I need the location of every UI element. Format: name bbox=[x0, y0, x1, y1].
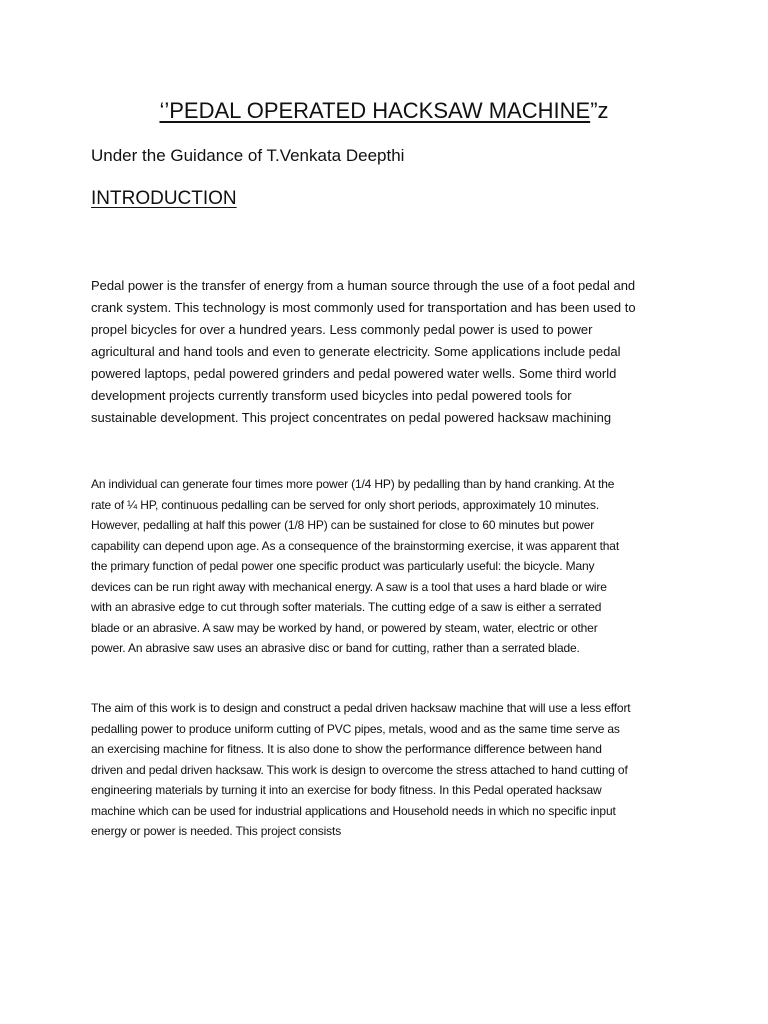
paragraph-line: machine which can be used for industrial applications and Household needs in which no specific input bbox=[91, 803, 616, 818]
paragraph-line: driven and pedal driven hacksaw. This work is design to overcome the stress attached to hand cutting of bbox=[91, 762, 628, 777]
paragraph-line: The aim of this work is to design and construct a pedal driven hacksaw machine that will use a less effort bbox=[91, 701, 631, 715]
paragraph-line: An individual can generate four times more power (1/4 HP) by pedalling than by hand cranking. At the bbox=[91, 477, 615, 491]
document-title-end: ”z bbox=[590, 98, 609, 123]
paragraph-line: propel bicycles for over a hundred years. Less commonly pedal power is used to power bbox=[91, 322, 593, 337]
paragraph-line: pedalling power to produce uniform cutting of PVC pipes, metals, wood and as the same time serve as bbox=[91, 721, 620, 736]
paragraph-line: with an abrasive edge to cut through softer materials. The cutting edge of a saw is either a serrated bbox=[91, 600, 602, 614]
document-title bbox=[0, 98, 768, 124]
paragraph-line: energy or power is needed. This project consists bbox=[91, 824, 342, 838]
paragraph-line: Pedal power is the transfer of energy from a human source through the use of a foot pedal and bbox=[91, 278, 636, 293]
section-heading-introduction: INTRODUCTION bbox=[91, 188, 237, 209]
paragraph-line: engineering materials by turning it into an exercise for body fitness. In this Pedal operated hacksaw bbox=[91, 783, 602, 797]
paragraph-line: blade or an abrasive. A saw may be worked by hand, or powered by steam, water, electric or other bbox=[91, 620, 598, 635]
paragraph-line: power. An abrasive saw uses an abrasive disc or band for cutting, rather than a serrated blade. bbox=[91, 641, 580, 655]
paragraph-line: rate of ¼ HP, continuous pedalling can be served for only short periods, approximately 10 minutes. bbox=[91, 497, 600, 512]
paragraph-1 bbox=[91, 275, 691, 429]
paragraph-3 bbox=[91, 698, 691, 842]
paragraph-line: crank system. This technology is most commonly used for transportation and has been used to bbox=[91, 300, 636, 315]
paragraph-line: capability can depend upon age. As a consequence of the brainstorming exercise, it was apparent that bbox=[91, 538, 620, 553]
paragraph-line: the primary function of pedal power one specific product was particularly useful: the bicycle. Many bbox=[91, 559, 595, 573]
paragraph-line: devices can be run right away with mechanical energy. A saw is a tool that uses a hard blade or wire bbox=[91, 579, 607, 594]
guidance-line: Under the Guidance of T.Venkata Deepthi bbox=[91, 146, 405, 165]
paragraph-line: development projects currently transform used bicycles into pedal powered tools for bbox=[91, 388, 572, 403]
paragraph-line: an exercising machine for fitness. It is also done to show the performance difference between hand bbox=[91, 742, 602, 756]
document-title-main: ‘’PEDAL OPERATED HACKSAW MACHINE bbox=[159, 98, 591, 123]
paragraph-line: agricultural and hand tools and even to generate electricity. Some applications include pedal bbox=[91, 344, 621, 359]
paragraph-line: sustainable development. This project concentrates on pedal powered hacksaw machining bbox=[91, 410, 612, 425]
paragraph-line: However, pedalling at half this power (1/8 HP) can be sustained for close to 60 minutes but power bbox=[91, 518, 595, 532]
paragraph-line: powered laptops, pedal powered grinders and pedal powered water wells. Some third world bbox=[91, 366, 617, 381]
paragraph-2 bbox=[91, 474, 691, 659]
